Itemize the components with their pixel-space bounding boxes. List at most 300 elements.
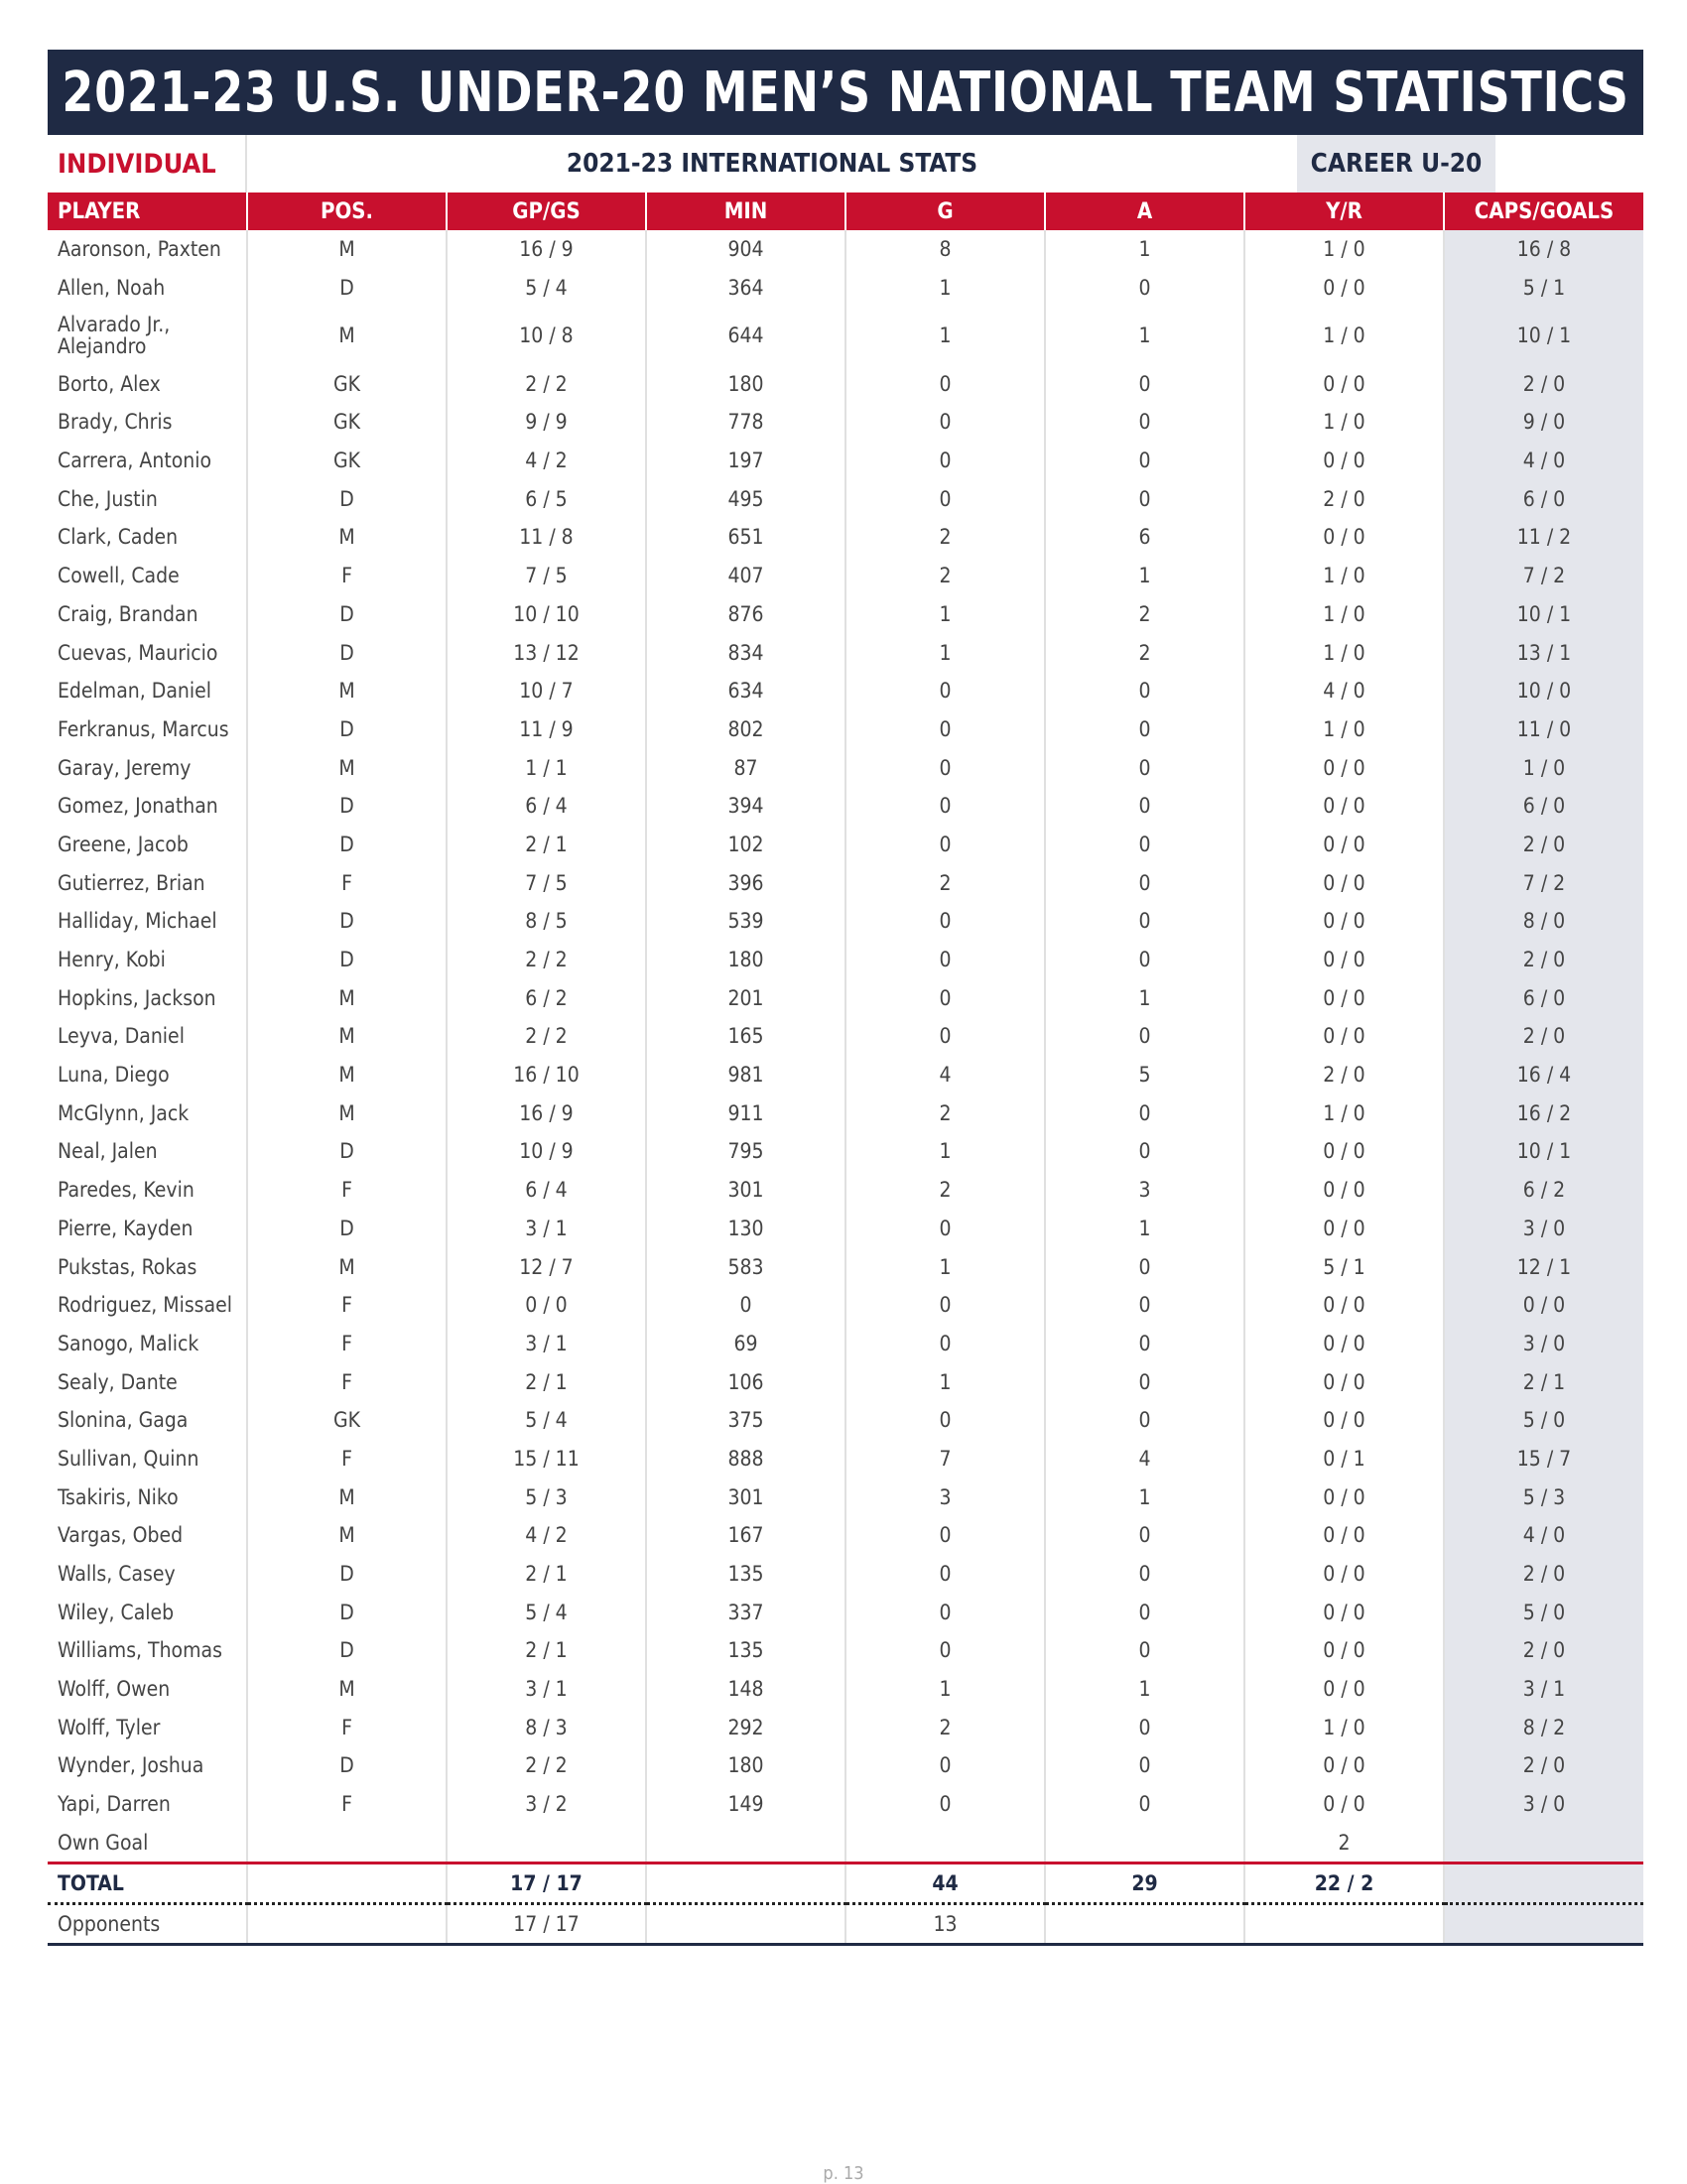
header-row: [48, 193, 1643, 230]
player-name-cell: Henry, Kobi: [48, 941, 247, 979]
player-name-cell: Wynder, Joshua: [48, 1746, 247, 1785]
stat-cell: 0: [845, 1401, 1045, 1440]
stats-table: [48, 193, 1643, 1946]
stat-cell: 0: [845, 442, 1045, 480]
stat-cell: 7 / 2: [1444, 863, 1643, 902]
table-row: [48, 557, 1643, 595]
player-name-cell: Pierre, Kayden: [48, 1210, 247, 1248]
player-name-cell: Own Goal: [48, 1824, 247, 1863]
stat-cell: 0: [646, 1286, 845, 1325]
stat-cell: 2 / 2: [447, 941, 646, 979]
stat-cell: M: [247, 978, 447, 1017]
stat-cell: 1: [845, 1362, 1045, 1401]
stat-cell: 0 / 0: [1244, 1746, 1444, 1785]
stat-cell: M: [247, 1247, 447, 1286]
stat-cell: 16 / 8: [1444, 230, 1643, 269]
stat-cell: D: [247, 1555, 447, 1594]
table-row: [48, 978, 1643, 1017]
stat-cell: M: [247, 1670, 447, 1709]
table-row: [48, 595, 1643, 634]
player-name-cell: Alvarado Jr., Alejandro: [48, 307, 247, 364]
stat-cell: 2 / 0: [1444, 1017, 1643, 1056]
stat-cell: F: [247, 1785, 447, 1824]
table-row: [48, 1555, 1643, 1594]
stat-cell: 0 / 0: [1244, 1516, 1444, 1555]
stat-cell: 0 / 0: [1244, 1670, 1444, 1709]
stat-cell: 6 / 4: [447, 1171, 646, 1210]
table-row: [48, 442, 1643, 480]
table-row: [48, 1746, 1643, 1785]
table-row: [48, 364, 1643, 403]
stat-cell: 2: [1045, 633, 1244, 672]
player-name-cell: Clark, Caden: [48, 518, 247, 557]
stat-cell: 301: [646, 1171, 845, 1210]
stat-cell: 0: [845, 710, 1045, 749]
stat-cell: 2 / 0: [1444, 364, 1643, 403]
player-name-cell: Slonina, Gaga: [48, 1401, 247, 1440]
stat-cell: 3: [845, 1477, 1045, 1516]
stat-cell: 1: [845, 307, 1045, 364]
stat-cell: 11 / 9: [447, 710, 646, 749]
stat-cell: 0: [845, 1325, 1045, 1363]
player-name-cell: Sullivan, Quinn: [48, 1440, 247, 1478]
stat-cell: 7 / 5: [447, 863, 646, 902]
stat-cell: 130: [646, 1210, 845, 1248]
stat-cell: 2 / 0: [1444, 1631, 1643, 1670]
stat-cell: 1: [845, 1132, 1045, 1171]
table-row: [48, 1401, 1643, 1440]
stat-cell: 10 / 0: [1444, 672, 1643, 710]
player-name-cell: Aaronson, Paxten: [48, 230, 247, 269]
stat-cell: D: [247, 710, 447, 749]
stat-cell: [247, 1824, 447, 1863]
table-row: [48, 1362, 1643, 1401]
table-row: [48, 1247, 1643, 1286]
stat-cell: 0 / 0: [1244, 1286, 1444, 1325]
stat-cell: M: [247, 1516, 447, 1555]
stat-cell: 495: [646, 479, 845, 518]
stat-cell: 0: [1045, 826, 1244, 864]
col-header-player: PLAYER: [48, 193, 247, 230]
stat-cell: 0 / 0: [1244, 1477, 1444, 1516]
stat-cell: 1 / 0: [1244, 403, 1444, 442]
stat-cell: 10 / 1: [1444, 1132, 1643, 1171]
total-cell: TOTAL: [48, 1863, 247, 1904]
stat-cell: 3 / 0: [1444, 1785, 1643, 1824]
opponents-cell: 13: [845, 1904, 1045, 1945]
col-header-pos: POS.: [247, 193, 447, 230]
stat-cell: 148: [646, 1670, 845, 1709]
stat-cell: 0: [1045, 1785, 1244, 1824]
stat-cell: [1045, 1824, 1244, 1863]
stat-cell: 13 / 1: [1444, 633, 1643, 672]
stat-cell: 0 / 0: [1244, 1593, 1444, 1631]
stat-cell: 1 / 0: [1444, 748, 1643, 787]
table-row: [48, 1708, 1643, 1746]
stat-cell: D: [247, 826, 447, 864]
player-name-cell: Gomez, Jonathan: [48, 787, 247, 826]
stat-cell: D: [247, 633, 447, 672]
stat-cell: 0: [845, 978, 1045, 1017]
opponents-cell: [1045, 1904, 1244, 1945]
stat-cell: 197: [646, 442, 845, 480]
stat-cell: 337: [646, 1593, 845, 1631]
player-name-cell: Walls, Casey: [48, 1555, 247, 1594]
table-row: [48, 1286, 1643, 1325]
table-row: [48, 1171, 1643, 1210]
stat-cell: M: [247, 518, 447, 557]
stat-cell: 2 / 1: [447, 1631, 646, 1670]
opponents-cell: 17 / 17: [447, 1904, 646, 1945]
table-row: [48, 403, 1643, 442]
total-cell: [646, 1863, 845, 1904]
stat-cell: 8: [845, 230, 1045, 269]
table-row: [48, 1325, 1643, 1363]
stat-cell: 0: [1045, 1555, 1244, 1594]
stat-cell: 6 / 2: [1444, 1171, 1643, 1210]
stat-cell: 0: [845, 403, 1045, 442]
stat-cell: 0: [1045, 1362, 1244, 1401]
total-row: [48, 1863, 1643, 1904]
stat-cell: 1: [845, 269, 1045, 308]
stat-cell: 1 / 0: [1244, 307, 1444, 364]
stat-cell: [646, 1824, 845, 1863]
table-row: [48, 1631, 1643, 1670]
stat-cell: 888: [646, 1440, 845, 1478]
opponents-cell: [1444, 1904, 1643, 1945]
table-row: [48, 1593, 1643, 1631]
stat-cell: 2 / 0: [1444, 1555, 1643, 1594]
col-header-gp-gs: GP/GS: [447, 193, 646, 230]
table-row: [48, 1093, 1643, 1132]
stat-cell: 1: [1045, 1477, 1244, 1516]
stat-cell: 1: [845, 1670, 1045, 1709]
opponents-row: [48, 1904, 1643, 1945]
stat-cell: F: [247, 1325, 447, 1363]
stat-cell: 2 / 0: [1244, 1056, 1444, 1094]
player-name-cell: Halliday, Michael: [48, 902, 247, 941]
stat-cell: 3 / 1: [447, 1670, 646, 1709]
stat-cell: 15 / 11: [447, 1440, 646, 1478]
player-name-cell: Allen, Noah: [48, 269, 247, 308]
stat-cell: F: [247, 863, 447, 902]
player-name-cell: Luna, Diego: [48, 1056, 247, 1094]
stat-cell: 16 / 4: [1444, 1056, 1643, 1094]
stat-cell: 0 / 0: [1244, 1555, 1444, 1594]
stat-cell: 5 / 1: [1244, 1247, 1444, 1286]
stat-cell: D: [247, 941, 447, 979]
stat-cell: 1: [1045, 1210, 1244, 1248]
player-name-cell: Pukstas, Rokas: [48, 1247, 247, 1286]
stat-cell: 7: [845, 1440, 1045, 1478]
stat-cell: 0: [1045, 1401, 1244, 1440]
stat-cell: 1 / 0: [1244, 633, 1444, 672]
section-career: CAREER U-20: [1297, 135, 1495, 193]
stat-cell: 1 / 0: [1244, 557, 1444, 595]
table-row: [48, 1210, 1643, 1248]
stat-cell: 0 / 0: [1244, 1785, 1444, 1824]
player-name-cell: Che, Justin: [48, 479, 247, 518]
stat-cell: 5 / 4: [447, 1593, 646, 1631]
stat-cell: 0 / 0: [1444, 1286, 1643, 1325]
player-name-cell: Tsakiris, Niko: [48, 1477, 247, 1516]
stat-cell: 0 / 0: [1244, 978, 1444, 1017]
stat-cell: M: [247, 1056, 447, 1094]
table-row: [48, 230, 1643, 269]
stat-cell: 2 / 2: [447, 1017, 646, 1056]
table-row: [48, 672, 1643, 710]
table-row: [48, 1132, 1643, 1171]
stat-cell: 16 / 2: [1444, 1093, 1643, 1132]
opponents-cell: [1244, 1904, 1444, 1945]
stat-cell: 0 / 0: [1244, 1017, 1444, 1056]
stat-cell: 0: [845, 1593, 1045, 1631]
stat-cell: 0: [1045, 941, 1244, 979]
stat-cell: 1 / 0: [1244, 595, 1444, 634]
stat-cell: 396: [646, 863, 845, 902]
stat-cell: 11 / 0: [1444, 710, 1643, 749]
stat-cell: D: [247, 479, 447, 518]
stat-cell: 2: [845, 557, 1045, 595]
player-name-cell: Wolff, Tyler: [48, 1708, 247, 1746]
stat-cell: 0: [845, 787, 1045, 826]
table-row: [48, 1516, 1643, 1555]
stat-cell: [447, 1824, 646, 1863]
stat-cell: D: [247, 1210, 447, 1248]
stat-cell: 364: [646, 269, 845, 308]
stat-cell: 6 / 0: [1444, 787, 1643, 826]
stat-cell: 8 / 5: [447, 902, 646, 941]
stat-cell: 0 / 0: [1244, 1362, 1444, 1401]
stat-cell: 0: [845, 1017, 1045, 1056]
stat-cell: 1 / 0: [1244, 710, 1444, 749]
stat-cell: F: [247, 1362, 447, 1401]
stat-cell: 2 / 1: [447, 1362, 646, 1401]
stat-cell: 5 / 4: [447, 1401, 646, 1440]
stat-cell: 0: [1045, 1325, 1244, 1363]
page-title: 2021-23 U.S. UNDER-20 MEN’S NATIONAL TEAM STATISTICS: [62, 60, 1629, 125]
stat-cell: 0: [1045, 364, 1244, 403]
stat-cell: 7 / 2: [1444, 557, 1643, 595]
stat-cell: 7 / 5: [447, 557, 646, 595]
stat-cell: 13 / 12: [447, 633, 646, 672]
stat-cell: 911: [646, 1093, 845, 1132]
stat-cell: 904: [646, 230, 845, 269]
stat-cell: 1 / 0: [1244, 230, 1444, 269]
stat-cell: 135: [646, 1555, 845, 1594]
stat-cell: 0 / 0: [1244, 364, 1444, 403]
stat-cell: 10 / 9: [447, 1132, 646, 1171]
stat-cell: D: [247, 1132, 447, 1171]
stat-cell: 0 / 0: [1244, 902, 1444, 941]
stat-cell: 8 / 3: [447, 1708, 646, 1746]
player-name-cell: Garay, Jeremy: [48, 748, 247, 787]
player-name-cell: Gutierrez, Brian: [48, 863, 247, 902]
player-rows: [48, 230, 1643, 1863]
stat-cell: M: [247, 672, 447, 710]
stat-cell: 180: [646, 941, 845, 979]
table-row: [48, 748, 1643, 787]
stat-cell: 6 / 0: [1444, 978, 1643, 1017]
table-row: [48, 1017, 1643, 1056]
stat-cell: 802: [646, 710, 845, 749]
stat-cell: 0: [845, 1286, 1045, 1325]
stat-cell: F: [247, 1708, 447, 1746]
stat-cell: 149: [646, 1785, 845, 1824]
player-name-cell: Sanogo, Malick: [48, 1325, 247, 1363]
stat-cell: 0 / 0: [1244, 748, 1444, 787]
stat-cell: 0: [1045, 1746, 1244, 1785]
stat-cell: M: [247, 230, 447, 269]
stat-cell: 165: [646, 1017, 845, 1056]
stat-cell: 15 / 7: [1444, 1440, 1643, 1478]
stat-cell: 0: [1045, 1631, 1244, 1670]
stat-cell: 2: [845, 1708, 1045, 1746]
stat-cell: 4: [845, 1056, 1045, 1094]
stat-cell: 0: [1045, 748, 1244, 787]
stat-cell: [1444, 1824, 1643, 1863]
stat-cell: GK: [247, 442, 447, 480]
stat-cell: 651: [646, 518, 845, 557]
stat-cell: 10 / 8: [447, 307, 646, 364]
stat-cell: 0 / 0: [1244, 863, 1444, 902]
total-cell: 17 / 17: [447, 1863, 646, 1904]
stat-cell: 2 / 0: [1444, 941, 1643, 979]
stat-cell: 301: [646, 1477, 845, 1516]
table-row: [48, 941, 1643, 979]
section-header: [48, 135, 1643, 193]
stat-cell: 16 / 10: [447, 1056, 646, 1094]
table-row: [48, 787, 1643, 826]
stat-cell: 834: [646, 633, 845, 672]
stat-cell: F: [247, 557, 447, 595]
stat-cell: 12 / 7: [447, 1247, 646, 1286]
stat-cell: 1: [845, 633, 1045, 672]
stat-cell: 0: [845, 1631, 1045, 1670]
table-row: [48, 1056, 1643, 1094]
stat-cell: 0: [1045, 787, 1244, 826]
player-name-cell: Ferkranus, Marcus: [48, 710, 247, 749]
stat-cell: 0: [1045, 1593, 1244, 1631]
stat-cell: 5 / 4: [447, 269, 646, 308]
stat-cell: 1: [845, 595, 1045, 634]
table-row: [48, 518, 1643, 557]
stat-cell: 6 / 4: [447, 787, 646, 826]
stat-cell: 87: [646, 748, 845, 787]
stat-cell: 2: [845, 1171, 1045, 1210]
stat-cell: GK: [247, 364, 447, 403]
stat-cell: 10 / 1: [1444, 595, 1643, 634]
stat-cell: [845, 1824, 1045, 1863]
stat-cell: 6: [1045, 518, 1244, 557]
stat-cell: 0: [845, 1746, 1045, 1785]
stat-cell: D: [247, 787, 447, 826]
stat-cell: 2 / 1: [1444, 1362, 1643, 1401]
stat-cell: 2: [1045, 595, 1244, 634]
player-name-cell: Brady, Chris: [48, 403, 247, 442]
stat-cell: 1: [1045, 978, 1244, 1017]
player-name-cell: Craig, Brandan: [48, 595, 247, 634]
stat-cell: 2 / 0: [1444, 826, 1643, 864]
stat-cell: 102: [646, 826, 845, 864]
stat-cell: 180: [646, 364, 845, 403]
stat-cell: 5 / 0: [1444, 1401, 1643, 1440]
stat-cell: 106: [646, 1362, 845, 1401]
stat-cell: 1: [1045, 230, 1244, 269]
stat-cell: 778: [646, 403, 845, 442]
player-name-cell: Vargas, Obed: [48, 1516, 247, 1555]
stat-cell: 0: [1045, 1247, 1244, 1286]
opponents-cell: Opponents: [48, 1904, 247, 1945]
stat-cell: 0: [1045, 672, 1244, 710]
stat-cell: 0: [845, 1516, 1045, 1555]
col-header-y-r: Y/R: [1244, 193, 1444, 230]
stat-cell: 407: [646, 557, 845, 595]
stat-cell: 4 / 0: [1444, 442, 1643, 480]
stat-cell: 5 / 3: [447, 1477, 646, 1516]
stat-cell: 0: [1045, 1132, 1244, 1171]
player-name-cell: Rodriguez, Missael: [48, 1286, 247, 1325]
player-name-cell: Leyva, Daniel: [48, 1017, 247, 1056]
stat-cell: 0: [845, 1555, 1045, 1594]
stat-cell: 0: [845, 748, 1045, 787]
stat-cell: 2 / 0: [1244, 479, 1444, 518]
player-name-cell: McGlynn, Jack: [48, 1093, 247, 1132]
stat-cell: 394: [646, 787, 845, 826]
stat-cell: 0: [845, 364, 1045, 403]
stat-cell: 10 / 10: [447, 595, 646, 634]
stat-cell: 10 / 1: [1444, 307, 1643, 364]
player-name-cell: Yapi, Darren: [48, 1785, 247, 1824]
table-row: [48, 269, 1643, 308]
stat-cell: 0: [1045, 442, 1244, 480]
table-row: [48, 863, 1643, 902]
stat-cell: 3 / 0: [1444, 1210, 1643, 1248]
total-cell: [247, 1863, 447, 1904]
stat-cell: 583: [646, 1247, 845, 1286]
stat-cell: GK: [247, 403, 447, 442]
stat-cell: 0: [1045, 1708, 1244, 1746]
opponents-cell: [646, 1904, 845, 1945]
stat-cell: 0 / 0: [1244, 826, 1444, 864]
stat-cell: 0: [845, 1785, 1045, 1824]
stat-cell: 634: [646, 672, 845, 710]
stat-cell: 5 / 0: [1444, 1593, 1643, 1631]
table-row: [48, 479, 1643, 518]
table-row: [48, 902, 1643, 941]
stat-cell: 0: [1045, 710, 1244, 749]
stat-cell: 3 / 2: [447, 1785, 646, 1824]
stat-cell: 9 / 9: [447, 403, 646, 442]
table-row: [48, 307, 1643, 364]
table-row: [48, 1670, 1643, 1709]
stat-cell: 180: [646, 1746, 845, 1785]
player-name-cell: Paredes, Kevin: [48, 1171, 247, 1210]
stat-cell: 0 / 0: [1244, 941, 1444, 979]
player-name-cell: Wolff, Owen: [48, 1670, 247, 1709]
player-name-cell: Wiley, Caleb: [48, 1593, 247, 1631]
stat-cell: 981: [646, 1056, 845, 1094]
stat-cell: 4 / 2: [447, 442, 646, 480]
stat-cell: 1: [845, 1247, 1045, 1286]
stat-cell: 1: [1045, 307, 1244, 364]
stat-cell: 167: [646, 1516, 845, 1555]
col-header-min: MIN: [646, 193, 845, 230]
table-row: [48, 1440, 1643, 1478]
stat-cell: 0: [1045, 479, 1244, 518]
stat-cell: 0: [1045, 1093, 1244, 1132]
stat-cell: 0: [845, 1210, 1045, 1248]
